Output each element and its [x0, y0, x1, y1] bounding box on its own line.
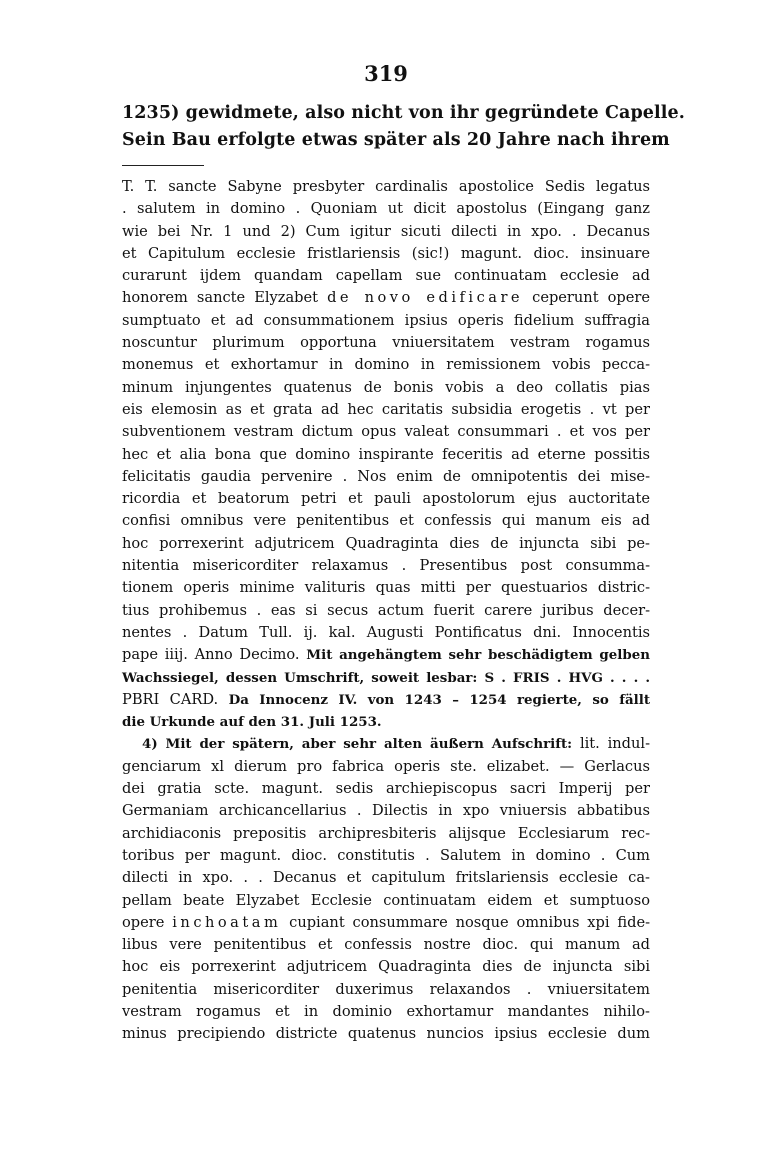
- text-segment: cupiant consummare nosque omnibus xpi fide-: [289, 913, 651, 931]
- text-line: [122, 644, 650, 666]
- text-line: minum injungentes quatenus de bonis vobis a deo collatis pias: [122, 378, 650, 396]
- header-line: 1235) gewidmete, also nicht von ihr gegründete Capelle.: [122, 103, 685, 123]
- fraktur-note: Mit angehängtem sehr beschädigtem gelben: [306, 647, 651, 664]
- text-line: archidiaconis prepositis archipresbiteris alijsque Ecclesiarum rec-: [122, 824, 650, 842]
- text-segment: lit. indul-: [579, 735, 651, 753]
- text-line: [122, 912, 650, 934]
- text-line: libus vere penitentibus et confessis nostre dioc. qui manum ad: [122, 936, 650, 954]
- text-line: nentes . Datum Tull. ij. kal. Augusti Pontificatus dni. Innocentis: [122, 623, 650, 641]
- text-line: nitentia misericorditer relaxamus . Presentibus post consumma-: [122, 557, 650, 575]
- text-line: felicitatis gaudia pervenire . Nos enim de omnipotentis dei mise-: [122, 467, 650, 485]
- spaced-emphasis: inchoatam: [172, 913, 282, 931]
- text-line: eis elemosin as et grata ad hec caritatis subsidia erogetis . vt per: [122, 400, 650, 418]
- text-line: dei gratia scte. magunt. sedis archiepiscopus sacri Imperij per: [122, 780, 650, 798]
- text-line: et Capitulum ecclesie fristlariensis (sic!) magunt. dioc. insinuare: [122, 244, 650, 262]
- text-segment: PBRI CARD.: [122, 690, 219, 708]
- fraktur-note: Da Innocenz IV. von 1243 – 1254 regierte, so fällt: [228, 691, 651, 708]
- text-line: dilecti in xpo. . . Decanus et capitulum fritslariensis ecclesie ca-: [122, 869, 650, 887]
- text-line: [122, 689, 650, 711]
- text-line: confisi omnibus vere penitentibus et confessis qui manum eis ad: [122, 512, 650, 530]
- text-line: subventionem vestram dictum opus valeat consummari . et vos per: [122, 423, 650, 441]
- text-line: genciarum xl dierum pro fabrica operis ste. elizabet. — Gerlacus: [122, 757, 650, 775]
- header-text: [122, 100, 685, 154]
- text-line: hoc porrexerint adjutricem Quadraginta dies de injuncta sibi pe-: [122, 534, 650, 552]
- text-line: Germaniam archicancellarius . Dilectis in xpo vniuersis abbatibus: [122, 802, 650, 820]
- text-line: monemus et exhortamur in domino in remissionem vobis pecca-: [122, 356, 650, 374]
- footnote-text: [122, 176, 650, 1046]
- fraktur-note: 4) Mit der spätern, aber sehr alten äußern Aufschrift:: [142, 736, 573, 753]
- text-line: sumptuato et ad consummationem ipsius operis fidelium suffragia: [122, 311, 650, 329]
- text-line: toribus per magunt. dioc. constitutis . Salutem in domino . Cum: [122, 846, 650, 864]
- text-line: tius prohibemus . eas si secus actum fuerit carere juribus decer-: [122, 601, 650, 619]
- text-line: hoc eis porrexerint adjutricem Quadraginta dies de injuncta sibi: [122, 958, 650, 976]
- text-line: curarunt ijdem quandam capellam sue continuatam ecclesie ad: [122, 267, 650, 285]
- footnote-divider: [122, 165, 204, 166]
- text-line: pellam beate Elyzabet Ecclesie continuatam eidem et sumptuoso: [122, 891, 650, 909]
- text-line: hec et alia bona que domino inspirante feceritis ad eterne possitis: [122, 445, 650, 463]
- text-line: die Urkunde auf den 31. Juli 1253.: [122, 714, 382, 731]
- text-line: [122, 733, 650, 755]
- spaced-emphasis: de novo edificare: [327, 289, 524, 307]
- text-segment: honorem sancte Elyzabet: [122, 289, 318, 307]
- document-page: [122, 61, 685, 1046]
- header-line: Sein Bau erfolgte etwas später als 20 Jahre nach ihrem: [122, 130, 670, 150]
- text-line: noscuntur plurimum opportuna vniuersitatem vestram rogamus: [122, 334, 650, 352]
- text-line: Wachssiegel, dessen Umschrift, soweit lesbar: S . FRIS . HVG . . . .: [122, 669, 650, 686]
- text-line: T. T. sancte Sabyne presbyter cardinalis apostolice Sedis legatus: [122, 178, 650, 195]
- text-line: minus precipiendo districte quatenus nuncios ipsius ecclesie dum: [122, 1025, 650, 1043]
- text-segment: opere: [122, 913, 165, 931]
- text-segment: pape iiij. Anno Decimo.: [122, 646, 300, 664]
- text-line: penitentia misericorditer duxerimus relaxandos . vniuersitatem: [122, 980, 650, 998]
- text-line: ricordia et beatorum petri et pauli apostolorum ejus auctoritate: [122, 490, 650, 508]
- text-line: vestram rogamus et in dominio exhortamur mandantes nihilo-: [122, 1002, 650, 1020]
- text-line: tionem operis minime valituris quas mitti per questuarios distric-: [122, 579, 650, 597]
- text-segment: ceperunt opere: [532, 289, 650, 307]
- text-line: wie bei Nr. 1 und 2) Cum igitur sicuti dilecti in xpo. . Decanus: [122, 222, 650, 240]
- text-line: . salutem in domino . Quoniam ut dicit apostolus (Eingang ganz: [122, 200, 650, 218]
- text-line: [122, 287, 650, 309]
- page-number: 319: [364, 61, 408, 86]
